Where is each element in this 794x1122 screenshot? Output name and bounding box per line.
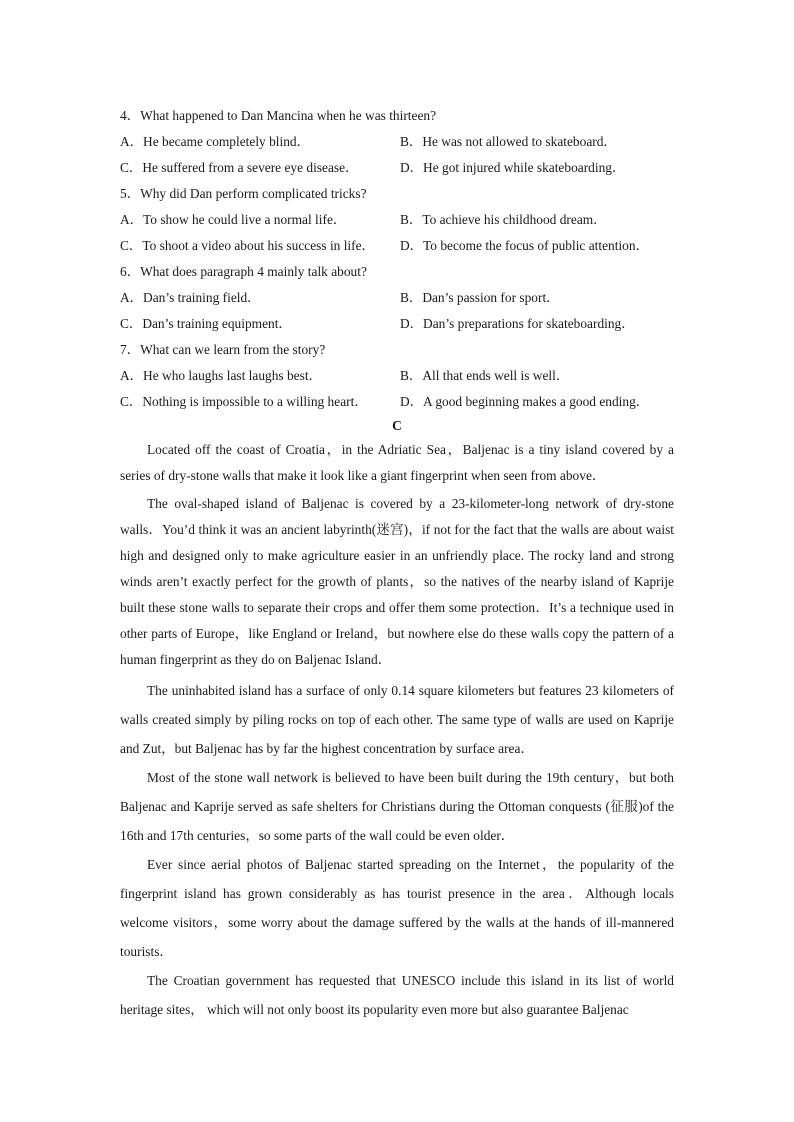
question-4-option-a: A．He became completely blind． — [120, 134, 311, 149]
passage-paragraph: Most of the stone wall network is believed to have been built during the 19th century，but both Baljenac and Kaprije served as safe shelters for Christians during the Ottoman conquests (征服)of the 16th and 17th centuries，so some parts of the wall could be even older． — [120, 770, 674, 843]
passage-paragraph: Located off the coast of Croatia，in the Adriatic Sea，Baljenac is a tiny island covered by a series of dry-stone walls that make it look like a giant fingerprint when seen from above． — [120, 442, 674, 483]
question-5-option-b: B．To achieve his childhood dream． — [400, 212, 607, 227]
question-5-stem: 5．Why did Dan perform complicated tricks? — [120, 186, 367, 201]
question-6-option-b: B．Dan’s passion for sport． — [400, 290, 560, 305]
question-6-option-d: D．Dan’s preparations for skateboarding． — [400, 316, 635, 331]
passage-paragraph: Ever since aerial photos of Baljenac started spreading on the Internet，the popularity of the fingerprint island has grown considerably as has tourist presence in the area．Although locals welcome visitors，some worry about the damage suffered by the walls at the hands of ill-mannered tourists． — [120, 857, 674, 959]
section-heading: C — [392, 418, 402, 433]
passage-paragraph: The Croatian government has requested that UNESCO include this island in its list of world heritage sites， which will not only boost its popularity even more but also guarantee Baljenac — [120, 973, 674, 1017]
question-7-stem: 7．What can we learn from the story? — [120, 342, 326, 357]
question-4-stem: 4．What happened to Dan Mancina when he was thirteen? — [120, 108, 437, 123]
question-6-stem: 6．What does paragraph 4 mainly talk about? — [120, 264, 367, 279]
passage-paragraph: The oval-shaped island of Baljenac is covered by a 23-kilometer-long network of dry-stone walls．You’d think it was an ancient labyrinth(迷宫)，if not for the fact that the walls are about waist high and designed only to make agriculture easier in an unfriendly place. The rocky land and strong winds aren’t exactly perfect for the growth of plants，so the natives of the nearby island of Kaprije built these stone walls to separate their crops and offer them some protection．It’s a technique used in other parts of Europe，like England or Ireland，but nowhere else do these walls copy the pattern of a human fingerprint as they do on Baljenac Island． — [120, 496, 674, 667]
question-6-option-a: A．Dan’s training field． — [120, 290, 261, 305]
question-5-option-d: D．To become the focus of public attention． — [400, 238, 649, 253]
question-4-option-c: C．He suffered from a severe eye disease． — [120, 160, 359, 175]
question-4-option-b: B．He was not allowed to skateboard． — [400, 134, 617, 149]
question-7-option-d: D．A good beginning makes a good ending． — [400, 394, 650, 409]
question-5-option-a: A．To show he could live a normal life． — [120, 212, 347, 227]
passage — [120, 437, 674, 1024]
question-6-option-c: C．Dan’s training equipment． — [120, 316, 292, 331]
question-5-option-c: C．To shoot a video about his success in life． — [120, 238, 375, 253]
passage-paragraph: The uninhabited island has a surface of only 0.14 square kilometers but features 23 kilometers of walls created simply by piling rocks on top of each other. The same type of walls are used on Kaprije and Zut，but Baljenac has by far the highest concentration by surface area． — [120, 683, 674, 756]
question-7-option-b: B．All that ends well is well． — [400, 368, 570, 383]
question-7-option-a: A．He who laughs last laughs best． — [120, 368, 322, 383]
question-4-option-d: D．He got injured while skateboarding． — [400, 160, 626, 175]
question-7-option-c: C．Nothing is impossible to a willing heart． — [120, 394, 368, 409]
